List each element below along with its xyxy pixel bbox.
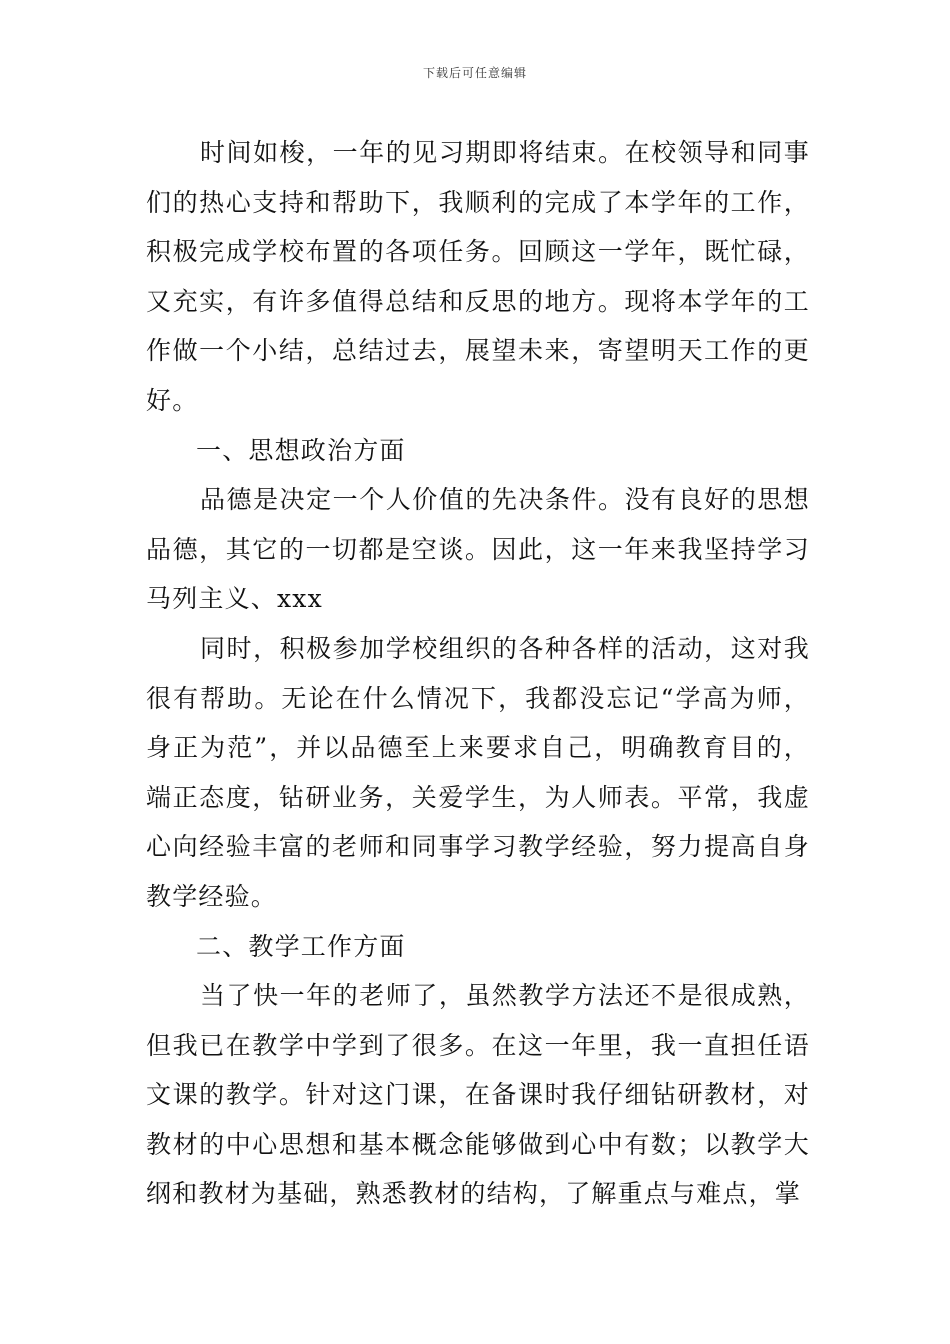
paragraph-ideology-2: 同时，积极参加学校组织的各种各样的活动，这对我很有帮助。无论在什么情况下，我都没忘记“学高为师，身正为范”，并以品德至上来要求自己，明确教育目的，端正态度，钻研业务，关爱学生，为人师表。平常，我虚心向经验丰富的老师和同事学习教学经验，努力提高自身教学经验。 [146, 633, 810, 911]
section-heading-ideology: 一、思想政治方面 [196, 435, 406, 465]
page-header: 下载后可任意编辑 [422, 66, 527, 80]
paragraph-intro: 时间如梭，一年的见习期即将结束。在校领导和同事们的热心支持和帮助下，我顺利的完成了本学年的工作，积极完成学校布置的各项任务。回顾这一学年，既忙碌，又充实，有许多值得总结和反思的地方。现将本学年的工作做一个小结，总结过去，展望未来，寄望明天工作的更好。 [146, 138, 810, 415]
paragraph-teaching-1: 当了快一年的老师了，虽然教学方法还不是很成熟，但我已在教学中学到了很多。在这一年里，我一直担任语文课的教学。针对这门课，在备课时我仔细钻研教材，对教材的中心思想和基本概念能够做到心中有数；以教学大纲和教材为基础，熟悉教材的结构，了解重点与难点，掌 [146, 981, 810, 1209]
paragraph-ideology-1: 品德是决定一个人价值的先决条件。没有良好的思想品德，其它的一切都是空谈。因此，这一年来我坚持学习马列主义、xxx [146, 485, 810, 614]
document-body [146, 128, 810, 1219]
section-heading-teaching: 二、教学工作方面 [196, 931, 406, 961]
